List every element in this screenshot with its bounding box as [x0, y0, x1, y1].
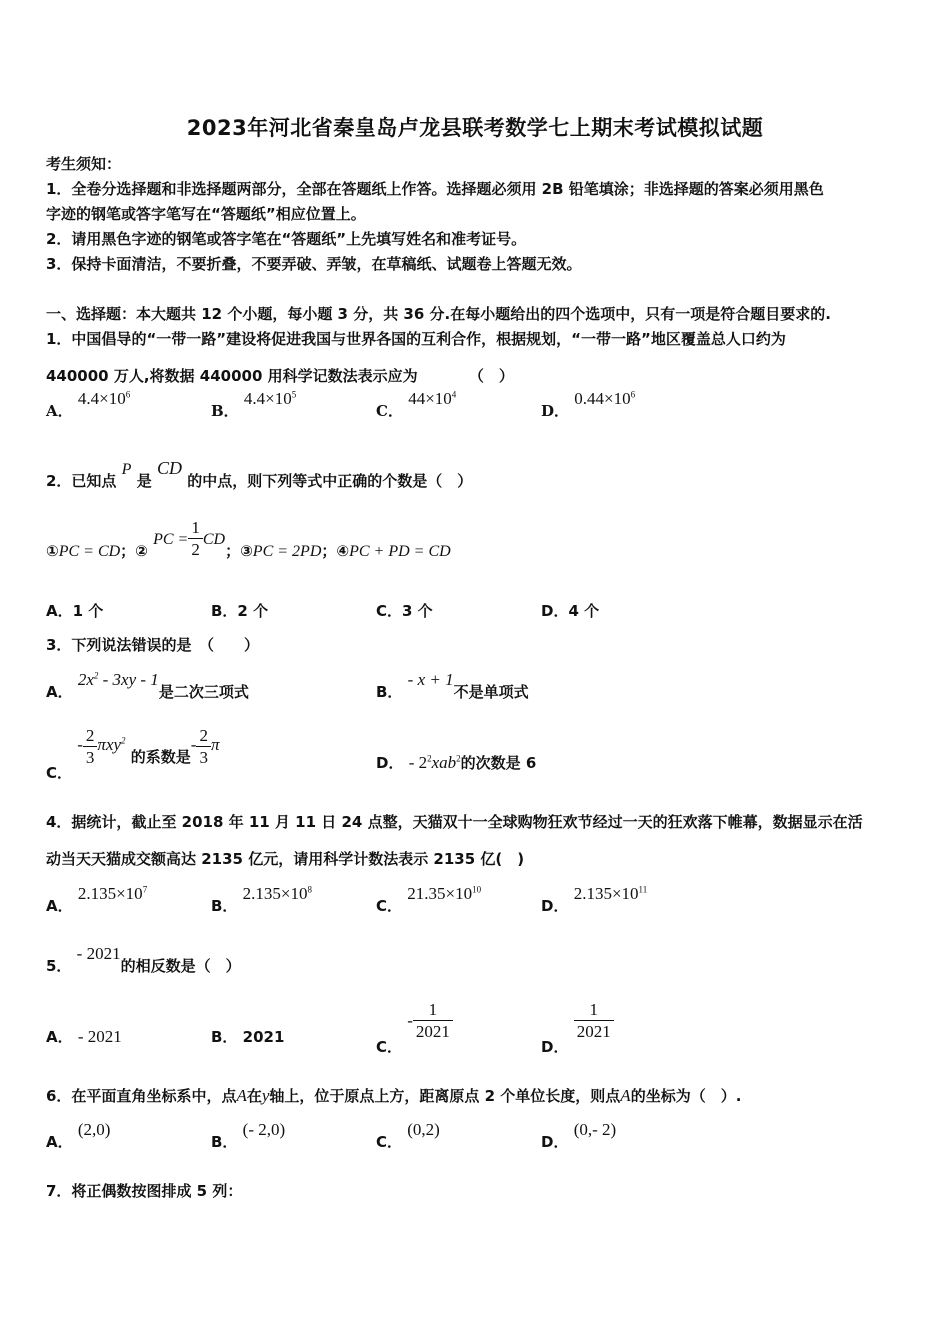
q3-option-c-fraction: $\frac{2}{3}$ [83, 726, 98, 769]
q4-option-d[interactable] [541, 884, 648, 916]
q5-option-b-text: 2021 [242, 1028, 285, 1046]
q2-statement-3-math: PC = 2PD [252, 543, 322, 560]
q6-option-b[interactable] [211, 1120, 286, 1152]
q2-statement-1-marker: ① [46, 542, 59, 560]
q4-option-a-label: A． [46, 897, 73, 915]
q6-option-a-label: A． [46, 1133, 73, 1151]
q3-option-b-math: - x + 1 [407, 670, 454, 689]
q6-option-a-math: (2,0) [77, 1120, 111, 1139]
q1-option-d-math: $0.44\times 10^6$ [574, 389, 636, 408]
q1-option-c[interactable] [376, 389, 457, 421]
q5-option-a-math: - 2021 [77, 1027, 122, 1046]
q2-option-b[interactable]: B．2 个 [211, 602, 269, 620]
q3-option-d-text: 的次数是 6 [460, 754, 537, 772]
q1-option-d-label: D． [541, 402, 570, 420]
q2-point-p: P [121, 461, 132, 478]
q3-option-c-fraction2: $\frac{2}{3}$ [196, 726, 211, 769]
q4-stem-line2: 动当天天猫成交额高达 2135 亿元，请用科学计数法表示 2135 亿( ) [46, 850, 525, 868]
q5-option-c-minus: - [407, 1010, 413, 1030]
q5-option-b-label: B． [211, 1028, 238, 1046]
q3-option-a-label: A． [46, 683, 73, 701]
q1-option-b-math: $4.4\times 10^5$ [243, 389, 297, 408]
q6-option-b-label: B． [211, 1133, 238, 1151]
q5-option-d-label: D． [541, 1037, 569, 1056]
q1-option-a-math: $4.4\times 10^6$ [77, 389, 131, 408]
q4-option-d-label: D． [541, 897, 569, 915]
q4-option-c[interactable] [376, 884, 482, 916]
q3-option-c-minus: - [77, 734, 83, 754]
q6-axis-y: y [261, 1086, 270, 1105]
notice-line-2: 2．请用黑色字迹的钢笔或答字笔在“答题纸”上先填写姓名和准考证号。 [46, 230, 527, 248]
q2-statements [46, 518, 451, 573]
q5-option-b[interactable] [211, 1026, 284, 1047]
q1-stem-text: 440000 万人,将数据 440000 用科学记数法表示应为 [46, 367, 418, 385]
section-header: 一、选择题：本大题共 12 个小题，每小题 3 分，共 36 分.在每小题给出的四个选项中，只有一项是符合题目要求的. [46, 305, 831, 323]
q6-option-c-math: (0,2) [407, 1120, 440, 1139]
q1-option-a-label: A． [46, 402, 73, 420]
q5-option-c-label: C． [376, 1037, 403, 1056]
q2-statement-4-math: PC + PD = CD [349, 543, 451, 560]
q6-option-b-math: (- 2,0) [242, 1120, 286, 1139]
q2-stem [46, 458, 473, 491]
q6-option-a[interactable] [46, 1120, 111, 1152]
q1-option-a[interactable] [46, 389, 131, 421]
q5-option-c-fraction: $\frac{1}{2021}$ [413, 1000, 453, 1043]
q1-option-d[interactable] [541, 389, 636, 421]
q2-stem-part1: 2．已知点 [46, 472, 117, 490]
q6-stem-part1: 6．在平面直角坐标系中，点 [46, 1087, 237, 1105]
q3-option-b[interactable] [376, 670, 529, 702]
q5-option-d-fraction: $\frac{1}{2021}$ [574, 1000, 614, 1043]
q3-option-d[interactable] [376, 752, 536, 773]
notice-line-1b: 字迹的钢笔或答字笔写在“答题纸”相应位置上。 [46, 205, 366, 223]
q3-option-a-text: 是二次三项式 [158, 683, 249, 701]
q5-stem-text: 的相反数是（ ） [120, 957, 241, 975]
q2-segment-cd: CD [156, 458, 182, 478]
q3-option-c[interactable] [46, 726, 220, 782]
q3-option-b-label: B． [376, 683, 403, 701]
q2-statement-3-marker: ；③ [225, 542, 253, 560]
q4-option-b-math: $2.135\times 10^8$ [242, 884, 313, 903]
q1-option-b[interactable] [211, 389, 297, 421]
q6-option-c[interactable] [376, 1120, 440, 1152]
q6-option-d-math: (0,- 2) [573, 1120, 617, 1139]
notice-line-3: 3．保持卡面清洁，不要折叠，不要弄破、弄皱，在草稿纸、试题卷上答题无效。 [46, 255, 582, 273]
q6-stem-part4: 的坐标为（ ）. [630, 1087, 742, 1105]
q2-statement-1-math: PC = CD [58, 543, 121, 560]
q3-option-c-term: πxy$^2$ [97, 734, 126, 754]
q6-option-c-label: C． [376, 1133, 403, 1151]
q5-number: 5． [46, 957, 72, 975]
q4-stem-line1: 4．据统计，截止至 2018 年 11 月 11 日 24 点整，天猫双十一全球购物狂欢节经过一天的狂欢落下帷幕，数据显示在活 [46, 813, 863, 831]
q5-math: - 2021 [76, 944, 121, 963]
q2-stem-part2: 是 [136, 472, 152, 490]
q1-option-b-label: B． [211, 402, 239, 420]
q1-option-c-label: C． [376, 402, 403, 420]
q1-stem-line1: 1．中国倡导的“一带一路”建设将促进我国与世界各国的互利合作，根据规划，“一带一路”地区覆盖总人口约为 [46, 330, 786, 348]
q3-option-c-text: 的系数是 [130, 747, 191, 766]
q1-option-c-math: $44\times 10^4$ [408, 389, 457, 408]
q3-option-c-pi: π [210, 734, 220, 754]
q3-stem: 3．下列说法错误的是 （ ） [46, 636, 259, 654]
q5-option-d[interactable] [541, 1000, 614, 1056]
q2-stem-part3: 的中点，则下列等式中正确的个数是（ ） [187, 472, 473, 490]
q6-option-d-label: D． [541, 1133, 569, 1151]
q4-option-a-math: $2.135\times 10^7$ [77, 884, 148, 903]
q2-statement-4-marker: ；④ [321, 542, 350, 560]
q6-stem-part3: 轴上，位于原点上方，距离原点 2 个单位长度，则点 [269, 1087, 621, 1105]
page-title: 2023年河北省秦皇岛卢龙县联考数学七上期末考试模拟试题 [186, 116, 764, 140]
q3-option-d-math: - $2^2xab^2$ [408, 753, 461, 772]
q3-option-a-math: $2x^2 - 3xy - 1$ [77, 670, 159, 689]
notice-heading: 考生须知： [46, 155, 122, 173]
q4-option-a[interactable] [46, 884, 148, 916]
q6-stem [46, 1085, 741, 1106]
q3-option-a[interactable] [46, 670, 249, 702]
q4-option-c-math: $21.35\times 10^{10}$ [407, 884, 482, 903]
q5-option-c[interactable] [376, 1000, 453, 1056]
q6-stem-part2: 在 [246, 1087, 262, 1105]
q5-stem [46, 944, 241, 976]
q3-option-c-label: C． [46, 763, 73, 782]
q2-option-d[interactable]: D．4 个 [541, 602, 600, 620]
q2-option-a[interactable]: A．1 个 [46, 602, 104, 620]
q6-option-d[interactable] [541, 1120, 617, 1152]
q2-statement-2-marker: ；② [120, 542, 148, 560]
q7-stem: 7．将正偶数按图排成 5 列： [46, 1182, 243, 1200]
q6-point-a: A [236, 1086, 247, 1105]
q3-option-b-text: 不是单项式 [453, 683, 529, 701]
q3-option-c-minus2: - [190, 734, 197, 754]
q4-option-b-label: B． [211, 897, 238, 915]
q2-option-c[interactable]: C．3 个 [376, 602, 433, 620]
q2-statement-2-rhs: CD [202, 531, 226, 548]
q2-statement-2-lhs: PC = [153, 531, 189, 548]
q3-option-d-label: D． [376, 754, 404, 772]
q4-option-b[interactable] [211, 884, 313, 916]
q4-option-d-math: $2.135\times 10^{11}$ [573, 884, 648, 903]
q6-point-a2: A [620, 1086, 631, 1105]
notice-line-1a: 1．全卷分选择题和非选择题两部分，全部在答题纸上作答。选择题必须用 2B 铅笔填涂；非选择题的答案必须用黑色 [46, 180, 824, 198]
q2-statement-2-fraction: $\frac{1}{2}$ [188, 518, 203, 561]
q1-stem-line2 [46, 365, 514, 386]
q4-option-c-label: C． [376, 897, 403, 915]
q5-option-a[interactable] [46, 1026, 122, 1047]
q1-answer-paren: （ ） [468, 367, 514, 385]
q5-option-a-label: A． [46, 1028, 73, 1046]
